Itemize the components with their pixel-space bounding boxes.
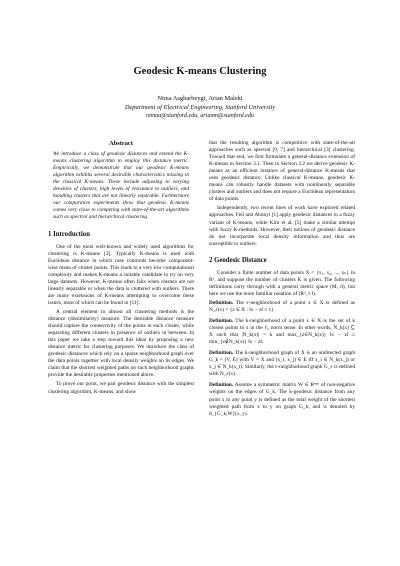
intro-paragraph-2: A central element in almost all clustering methods is the distance (dissimilarity) measure. The desirable distance measure should capture the connectivity of the points in each cluster, while separating different clusters in presence of outliers in between. In this paper we take a step toward this ideal by proposing a new distance metric for clustering purposes. We introduce the class of geodesic distances which rely on a sparse neighborhood graph over the data points together with local density weights on its edges. We claim that the shortest weighted paths on such neighborhood graphs provide the desirable properties mentioned above.	[48, 308, 194, 379]
abstract-heading: Abstract	[109, 140, 133, 147]
definition-label: Definition.	[209, 350, 234, 357]
definition-label: Definition.	[209, 299, 234, 306]
paper-authors: Nima Asgharbeygi, Arian Maleki	[157, 95, 243, 102]
definition-text: The ε-neighborhood of a point x ∈ X is defined as N_ε(x) = {z ∈ X : ‖x − z‖ ≤ ε}.	[209, 299, 355, 313]
definition-epsilon-neighborhood	[209, 300, 355, 314]
paper-affiliation: Department of Electrical Engineering, Stanford University	[124, 104, 276, 111]
right-paragraph-3: Consider a finite number of data points X = {x₁, x₂, ..., xₙ} in Rᵈ, and suppose the number of clusters K is given. The following definitions carry through with a general metric space (M, d), but here we use the more familiar notation of (Rᵈ, ‖·‖).	[209, 269, 355, 297]
section-introduction-heading: 1 Introduction	[48, 230, 90, 238]
definition-label: Definition.	[209, 382, 234, 389]
paper-title: Geodesic K-means Clustering	[133, 66, 267, 77]
left-column	[48, 140, 194, 398]
definition-geodesic-distance	[209, 382, 355, 417]
definition-text: The k-neighborhood of a point x ∈ X is the set of k closest points to x in the ℓ₂ norm sense. In other words, N_k(x) ⊆ X such that |N_k(x)| = k and max_{z∈N_k(x)} ‖x − z‖ ≤ min_{z∉N_k(x)} ‖x − z‖.	[209, 318, 355, 346]
right-column	[209, 140, 355, 422]
abstract-body: We introduce a class of geodesic distances and extend the K-means clustering algorithm to employ this distance metric. Empirically, we demonstrate that our geodesic K-means algorithm exhibits several desirable characteristics missing in the classical K-means. These include adjusting to varying densities of clusters, high levels of resistance to outliers, and handling clusters that are not linearly separable. Furthermore our comparative experiments show that geodesic K-means comes very close to competing with state-of-the-art algorithms such as spectral and hierarchical clustering.	[53, 151, 189, 221]
section-geodesic-distance-heading: 2 Geodesic Distance	[209, 256, 267, 264]
definition-neighborhood-graph	[209, 350, 355, 378]
paper-emails: nimaa@stanford.edu, arianm@stanford.edu	[146, 113, 254, 119]
definition-k-neighborhood	[209, 318, 355, 346]
definition-text: The k-neighborhood graph of X is an undirected graph G_k = (V, E) with V = X and (x_i, x_j) ∈ E iff x_i ∈ N_k(x_j) or x_j ∈ N_k(x_i). Similarly, the ε-neighborhood graph G_ε is defined with N_ε(x).	[209, 350, 355, 378]
right-paragraph-2: Independently, two recent lines of work have explored related approaches. Feil and Abonyi [1] apply geodesic distances to a fuzzy variant of K-means, while Kim et al. [5] make a similar attempt with fuzzy K-medoids. However, their notions of geodesic distance do not incorporate local density information and thus are susceptible to outliers.	[209, 205, 355, 247]
definition-text: Assume a symmetric matrix W ∈ Rⁿˣⁿ of non-negative weights on the edges of G_k. The k-geodesic distance from any point x to any point y is defined as the total weight of the shortest weighted path from x to y on graph G_k, and is denoted by d_{G_k,W}(x, y).	[209, 382, 355, 417]
intro-paragraph-1: One of the most well-known and widely used algorithms for clustering is K-means [2]. Typically K-means is used with Euclidean distance in which case controids become component-wise mean of cluster points. This leads to a very low computational complexity and makes K-means a suitable candidate to try on very large datasets. However, K-means often fails when clusters are not linearly separable or when the data is cluttered with outliers. There are many extensions of K-means attempting to overcome these issues, most of which can be found in [11].	[48, 243, 194, 306]
definition-label: Definition.	[209, 318, 234, 325]
intro-paragraph-3: To prove our point, we pair geodesic distance with the simplest clustering algorithm, K-means, and show	[48, 381, 194, 395]
right-paragraph-1: that the resulting algorithm is competitive with state-of-the-art approaches such as spectral [9, 7] and hierarchical [3] clustering. Toward that end, we first formulate a general-distance extension of K-means in Section 3.1. Then in Section 3.2 we derive geodesic K-means as an efficient instance of general-distance K-means that uses geodesic distance. Unlike classical K-means, geodesic K-means can robustly handle datasets with nonlinearly separable clusters and outliers and does not require a Euclidean representation of data points.	[209, 140, 355, 203]
